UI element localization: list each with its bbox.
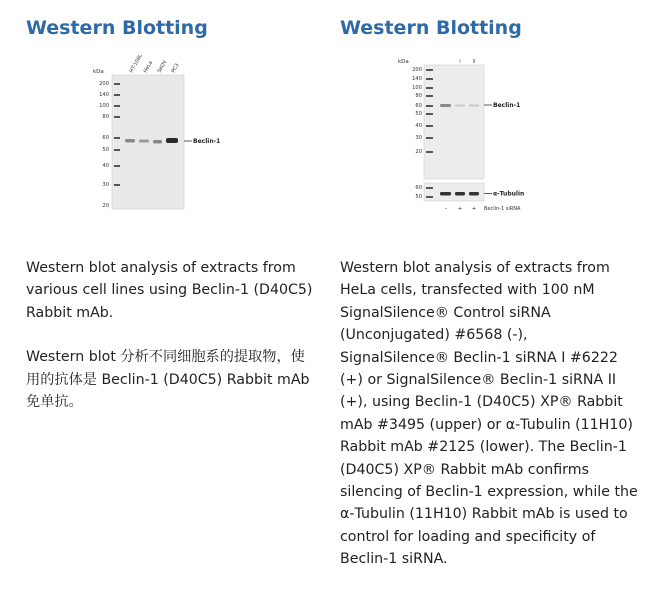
right-marker-label: 50 xyxy=(415,111,422,117)
left-lane-label: HeLa xyxy=(142,60,155,74)
ladder-band xyxy=(114,116,120,118)
left-caption-en: Western blot analysis of extracts from various cell lines using Beclin-1 (D40C5) Rabbit mAb. xyxy=(26,260,313,321)
right-marker-label: 60 xyxy=(415,185,422,191)
treatment-mark: – xyxy=(444,206,448,212)
ladder-band xyxy=(426,105,433,107)
right-lane-label: I xyxy=(459,59,461,65)
left-marker-label: 100 xyxy=(99,103,109,109)
right-marker-label: 20 xyxy=(415,149,422,155)
left-band-label: Beclin-1 xyxy=(193,138,221,145)
ladder-band xyxy=(426,113,433,115)
left-marker-label: 30 xyxy=(102,182,109,188)
ladder-band xyxy=(426,125,433,127)
ladder-band xyxy=(426,69,433,71)
left-kda-label: kDa xyxy=(93,69,104,75)
left-lane-label: SKOV xyxy=(156,59,169,74)
ladder-band xyxy=(426,87,433,89)
treatment-mark: + xyxy=(457,206,463,212)
right-caption-text: Western blot analysis of extracts from HeLa cells, transfected with 100 nM SignalSilence® Control siRNA (Unconjugated) #6568 (-), SignalSilence® Beclin-1 siRNA I #6222 (+) or SignalSilence® Beclin-1 siRNA II (+), using Beclin-1 (D40C5) XP® Rabbit mAb #3495 (upper) or α-Tubulin (11H10) Rabbit mAb #2125 (lower). The Beclin-1 (D40C5) XP® Rabbit mAb confirms silencing of Beclin-1 expression, while the α-Tubulin (11H10) Rabbit mAb is used to control for loading and specificity of Beclin-1 siRNA. xyxy=(340,260,638,568)
right-upper-membrane xyxy=(424,65,484,179)
left-lane-label: PC3 xyxy=(170,62,181,74)
tubulin-band xyxy=(469,192,479,196)
ladder-band xyxy=(114,137,120,139)
right-marker-label: 200 xyxy=(412,67,422,73)
right-blot-image xyxy=(398,55,598,215)
tubulin-band xyxy=(455,192,465,196)
left-caption xyxy=(26,257,316,413)
right-marker-label: 40 xyxy=(415,123,422,129)
ladder-band xyxy=(114,94,120,96)
ladder-band xyxy=(426,196,433,198)
left-marker-label: 140 xyxy=(99,92,109,98)
ladder-band xyxy=(426,78,433,80)
left-marker-label: 20 xyxy=(102,203,109,209)
right-blot-figure xyxy=(398,55,598,215)
left-caption-zh: Western blot 分析不同细胞系的提取物，使用的抗体是 Beclin-1 (D40C5) Rabbit mAb 免单抗。 xyxy=(26,349,310,411)
left-marker-label: 40 xyxy=(102,163,109,169)
right-marker-label: 140 xyxy=(412,76,422,82)
left-marker-label: 80 xyxy=(102,114,109,120)
right-marker-label: 80 xyxy=(415,93,422,99)
right-band-lower-label: α-Tubulin xyxy=(493,190,525,198)
ladder-band xyxy=(426,95,433,97)
sample-band xyxy=(455,105,465,107)
right-marker-label: 100 xyxy=(412,85,422,91)
ladder-band xyxy=(114,149,120,151)
ladder-band xyxy=(426,187,433,189)
ladder-band xyxy=(114,83,120,85)
right-marker-label: 60 xyxy=(415,103,422,109)
left-heading: Western Blotting xyxy=(26,17,208,39)
sample-band xyxy=(139,140,149,143)
right-band-upper-label: Beclin-1 xyxy=(493,102,521,109)
sample-band xyxy=(153,140,162,144)
ladder-band xyxy=(114,165,120,167)
treatment-label: Beclin-1 siRNA xyxy=(484,206,521,212)
right-marker-label: 50 xyxy=(415,194,422,200)
treatment-mark: + xyxy=(471,206,477,212)
left-lane-label: HT-1080 xyxy=(128,55,145,74)
ladder-band xyxy=(426,151,433,153)
left-blot-image xyxy=(92,55,242,215)
right-marker-label: 30 xyxy=(415,135,422,141)
right-caption xyxy=(340,257,640,571)
ladder-band xyxy=(426,137,433,139)
left-marker-label: 200 xyxy=(99,81,109,87)
left-marker-label: 60 xyxy=(102,135,109,141)
ladder-band xyxy=(114,184,120,186)
left-blot-figure xyxy=(92,55,242,215)
ladder-band xyxy=(114,105,120,107)
left-marker-label: 50 xyxy=(102,147,109,153)
right-heading: Western Blotting xyxy=(340,17,522,39)
sample-band xyxy=(166,138,178,143)
sample-band xyxy=(440,104,451,107)
right-lane-label: II xyxy=(472,59,476,65)
tubulin-band xyxy=(440,192,451,196)
sample-band xyxy=(469,105,479,107)
sample-band xyxy=(125,139,135,143)
right-kda-label: kDa xyxy=(398,59,409,65)
